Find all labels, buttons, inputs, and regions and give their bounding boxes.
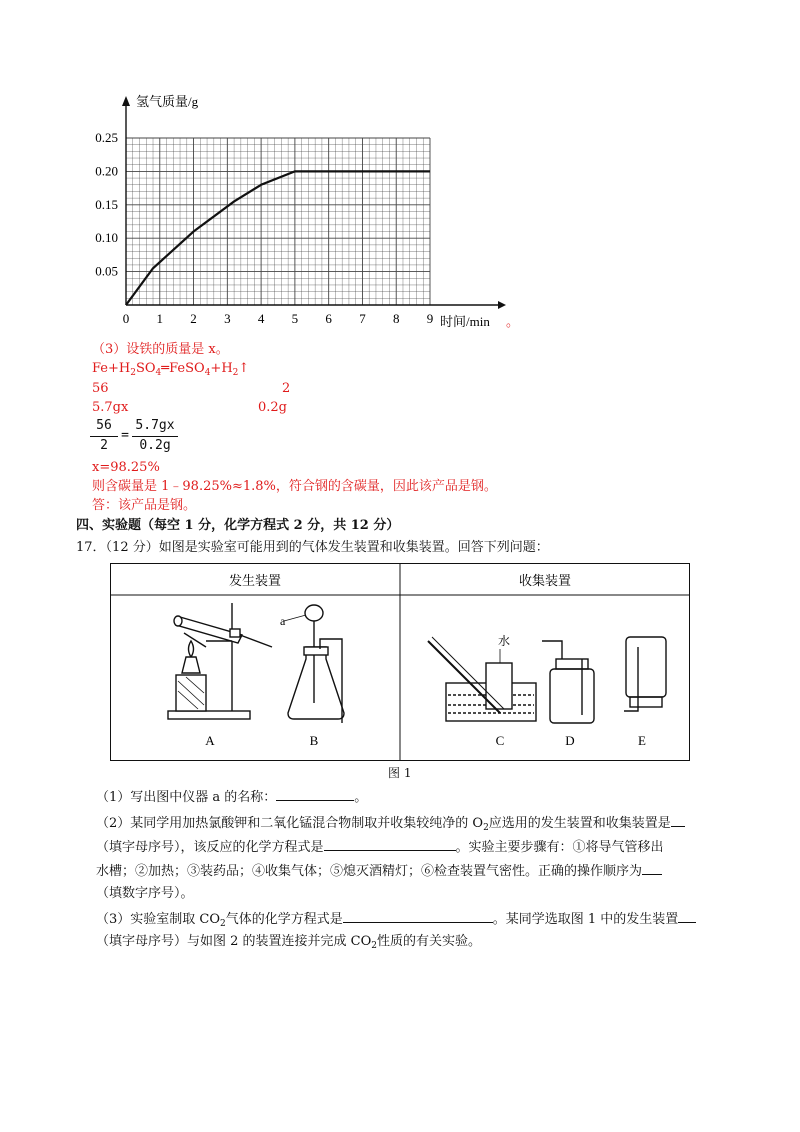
question-17-part-2-line-1: （2）某同学用加热氯酸钾和二氧化锰混合物制取并收集较纯净的 $O_2$应选用的发生装置和收集装置是 xyxy=(96,814,685,836)
answer-blank-4[interactable] xyxy=(642,862,662,875)
answer-line: 答：该产品是钢。 xyxy=(92,498,197,513)
fraction-1-numerator: 56 xyxy=(96,418,112,433)
section-heading: 四、实验题（每空 1 分，化学方程式 2 分，共 12 分） xyxy=(76,518,400,533)
hydrogen-mass-chart xyxy=(80,88,520,338)
mass-right: 0.2g xyxy=(258,400,287,415)
y-tick-label: 0.20 xyxy=(95,163,118,179)
water-label: 水 xyxy=(498,634,511,648)
fraction-1-line xyxy=(90,436,118,437)
y-axis-label: 氢气质量/g xyxy=(136,94,199,109)
label-d-apparatus: D xyxy=(565,733,575,748)
question-17-intro: 17．（12 分）如图是实验室可能用到的气体发生装置和收集装置。回答下列问题： xyxy=(76,540,549,555)
header-generation: 发生装置 xyxy=(228,573,282,588)
coef-right: 2 xyxy=(282,381,291,396)
y-tick-label: 0.15 xyxy=(95,196,118,212)
x-tick-label: 4 xyxy=(257,311,265,326)
y-tick-label: 0.05 xyxy=(95,263,118,279)
fraction-2-numerator: 5.7gx xyxy=(135,418,175,433)
apparatus-e-downward-bottle xyxy=(624,637,666,711)
fraction-2-denominator: 0.2g xyxy=(139,438,171,453)
label-c-apparatus: C xyxy=(495,733,505,748)
question-17-part-2-line-3: 水槽；②加热；③装药品；④收集气体；⑤熄灭酒精灯；⑥检查装置气密性。正确的操作顺序为 xyxy=(96,862,662,880)
x-tick-label: 6 xyxy=(325,311,332,326)
question-17-part-2-line-4: （填数字序号）。 xyxy=(96,886,194,901)
x-result: x=98.25% xyxy=(92,460,160,475)
carbon-content-line: 则含碳量是 1﹣98.25%≈1.8%，符合钢的含碳量，因此该产品是钢。 xyxy=(92,479,497,494)
x-tick-label: 0 xyxy=(122,311,130,326)
x-axis-arrow xyxy=(498,301,506,309)
apparatus-d-upward-bottle xyxy=(542,641,594,723)
x-tick-label: 3 xyxy=(224,311,231,326)
question-17-part-1: （1）写出图中仪器 a 的名称： 。 xyxy=(96,790,368,805)
x-axis-label: 时间/min xyxy=(440,314,490,329)
answer-blank-5[interactable] xyxy=(343,910,493,923)
label-b-apparatus: B xyxy=(309,733,319,748)
answer-blank-1[interactable] xyxy=(276,788,354,801)
fraction-2-line xyxy=(132,436,178,437)
label-a-apparatus: A xyxy=(205,733,215,748)
x-tick-label: 1 xyxy=(156,311,164,326)
x-tick-label: 9 xyxy=(426,311,434,326)
coef-left: 56 xyxy=(92,381,109,396)
x-tick-label: 8 xyxy=(392,311,400,326)
answer-blank-3[interactable] xyxy=(324,838,456,851)
iron-sulfuric-equation: $Fe+H_2SO_4═FeSO_4+H_2↑$ xyxy=(92,361,250,378)
fraction-1-denominator: 2 xyxy=(100,438,108,453)
x-tick-label: 7 xyxy=(359,311,366,326)
label-e-apparatus: E xyxy=(638,733,646,748)
apparatus-figure xyxy=(110,563,690,761)
figure-caption: 图 1 xyxy=(388,766,412,780)
chart-grid xyxy=(126,138,430,305)
label-a-instrument: a xyxy=(280,614,286,628)
x-tick-label: 2 xyxy=(190,311,197,326)
apparatus-b-flask xyxy=(284,605,344,723)
header-collection: 收集装置 xyxy=(518,573,572,588)
fraction-equals: = xyxy=(121,428,129,443)
apparatus-a-heating-tube xyxy=(168,603,272,719)
x-tick-label: 5 xyxy=(291,311,299,326)
y-tick-label: 0.25 xyxy=(95,130,118,145)
y-tick-label: 0.10 xyxy=(95,230,118,246)
answer-blank-6[interactable] xyxy=(678,910,696,923)
answer-blank-2[interactable] xyxy=(671,814,685,827)
mass-left: 5.7gx xyxy=(92,400,129,415)
apparatus-c-water-trough xyxy=(428,637,536,721)
solution-intro: （3）设铁的质量是 x。 xyxy=(92,342,229,357)
chart-axes xyxy=(122,96,506,309)
question-17-part-2-line-2: （填字母序号），该反应的化学方程式是 。实验主要步骤有：①将导气管移出 xyxy=(96,840,664,855)
question-17-part-3-line-2: （填字母序号）与如图 2 的装置连接并完成 $CO_2$性质的有关实验。 xyxy=(96,934,482,951)
x-axis-label-period: 。 xyxy=(506,314,520,329)
y-axis-arrow xyxy=(122,96,130,106)
question-17-part-3-line-1: （3）实验室制取 $CO_2$气体的化学方程式是 。某同学选取图 1 中的发生装置 xyxy=(96,910,696,932)
